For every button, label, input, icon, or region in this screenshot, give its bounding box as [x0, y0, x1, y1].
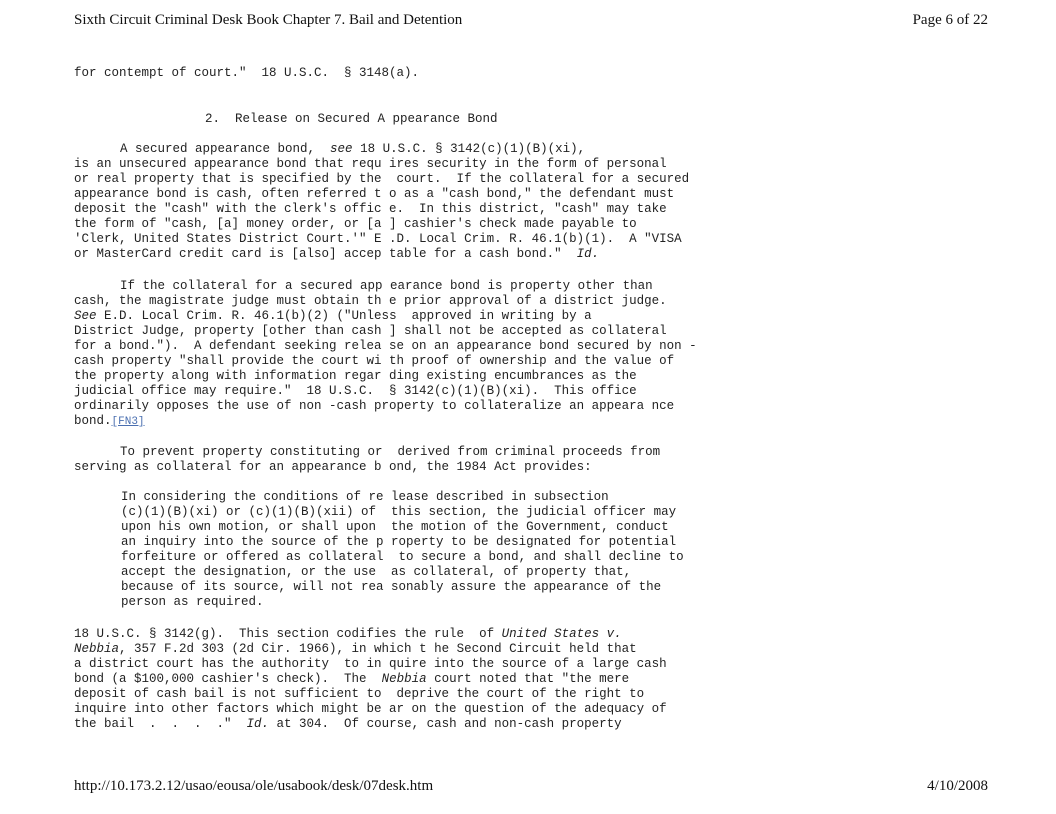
- text-line: an inquiry into the source of the p roperty to be designated for potential: [121, 535, 677, 549]
- text-line: or MasterCard credit card is [also] accep table for a cash bond." Id.: [74, 247, 600, 261]
- text-line: or real property that is specified by the court. If the collateral for a secured: [74, 172, 690, 186]
- text-line: because of its source, will not rea sonably assure the appearance of the: [121, 580, 662, 594]
- text-line: upon his own motion, or shall upon the motion of the Government, conduct: [121, 520, 669, 534]
- page-url: http://10.173.2.12/usao/eousa/ole/usabook/desk/07desk.htm: [74, 778, 434, 794]
- text-line: deposit of cash bail is not sufficient to deprive the court of the right to: [74, 687, 645, 701]
- text-line: a district court has the authority to in quire into the source of a large cash: [74, 657, 667, 671]
- text-line: judicial office may require." 18 U.S.C. § 3142(c)(1)(B)(xi). This office: [74, 384, 637, 398]
- text-line: for contempt of court." 18 U.S.C. § 3148(a).: [74, 66, 420, 80]
- text-line: appearance bond is cash, often referred t o as a "cash bond," the defendant must: [74, 187, 675, 201]
- text-line: 'Clerk, United States District Court.'" E .D. Local Crim. R. 46.1(b)(1). A "VISA: [74, 232, 682, 246]
- section-heading: 2. Release on Secured A ppearance Bond: [205, 112, 498, 126]
- text-line: (c)(1)(B)(xi) or (c)(1)(B)(xii) of this section, the judicial officer may: [121, 505, 677, 519]
- text-line: the form of "cash, [a] money order, or [a ] cashier's check made payable to: [74, 217, 637, 231]
- text-line: ordinarily opposes the use of non -cash property to collateralize an appeara nce: [74, 399, 675, 413]
- text-line: accept the designation, or the use as collateral, of property that,: [121, 565, 632, 579]
- page-header-title: Sixth Circuit Criminal Desk Book Chapter 7. Bail and Detention: [74, 12, 463, 28]
- text-line: 18 U.S.C. § 3142(g). This section codifies the rule of United States v.: [74, 627, 622, 641]
- text-line: bond (a $100,000 cashier's check). The Nebbia court noted that "the mere: [74, 672, 630, 686]
- text-line: In considering the conditions of re lease described in subsection: [121, 490, 609, 504]
- text-line: person as required.: [121, 595, 264, 609]
- text-line: cash, the magistrate judge must obtain th e prior approval of a district judge.: [74, 294, 667, 308]
- text-line: bond.[FN3]: [74, 414, 145, 428]
- text-line: for a bond."). A defendant seeking relea se on an appearance bond secured by non -: [74, 339, 697, 353]
- page-number: Page 6 of 22: [912, 12, 988, 28]
- text-line: the bail . . . ." Id. at 304. Of course, cash and non-cash property: [74, 717, 622, 731]
- text-line: Nebbia, 357 F.2d 303 (2d Cir. 1966), in which t he Second Circuit held that: [74, 642, 637, 656]
- text-line: forfeiture or offered as collateral to secure a bond, and shall decline to: [121, 550, 684, 564]
- text-line: is an unsecured appearance bond that requ ires security in the form of personal: [74, 157, 667, 171]
- text-line: serving as collateral for an appearance b ond, the 1984 Act provides:: [74, 460, 592, 474]
- text-line: District Judge, property [other than cash ] shall not be accepted as collateral: [74, 324, 667, 338]
- text-line: To prevent property constituting or derived from criminal proceeds from: [120, 445, 661, 459]
- text-line: A secured appearance bond, see 18 U.S.C. § 3142(c)(1)(B)(xi),: [120, 142, 586, 156]
- footnote-link-fn3[interactable]: [FN3]: [111, 416, 145, 428]
- text-line: cash property "shall provide the court wi th proof of ownership and the value of: [74, 354, 675, 368]
- text-line: inquire into other factors which might be ar on the question of the adequacy of: [74, 702, 667, 716]
- print-date: 4/10/2008: [927, 778, 988, 794]
- text-line: the property along with information regar ding existing encumbrances as the: [74, 369, 637, 383]
- text-line: If the collateral for a secured app earance bond is property other than: [120, 279, 653, 293]
- text-line: deposit the "cash" with the clerk's offic e. In this district, "cash" may take: [74, 202, 667, 216]
- text-line: See E.D. Local Crim. R. 46.1(b)(2) ("Unless approved in writing by a: [74, 309, 592, 323]
